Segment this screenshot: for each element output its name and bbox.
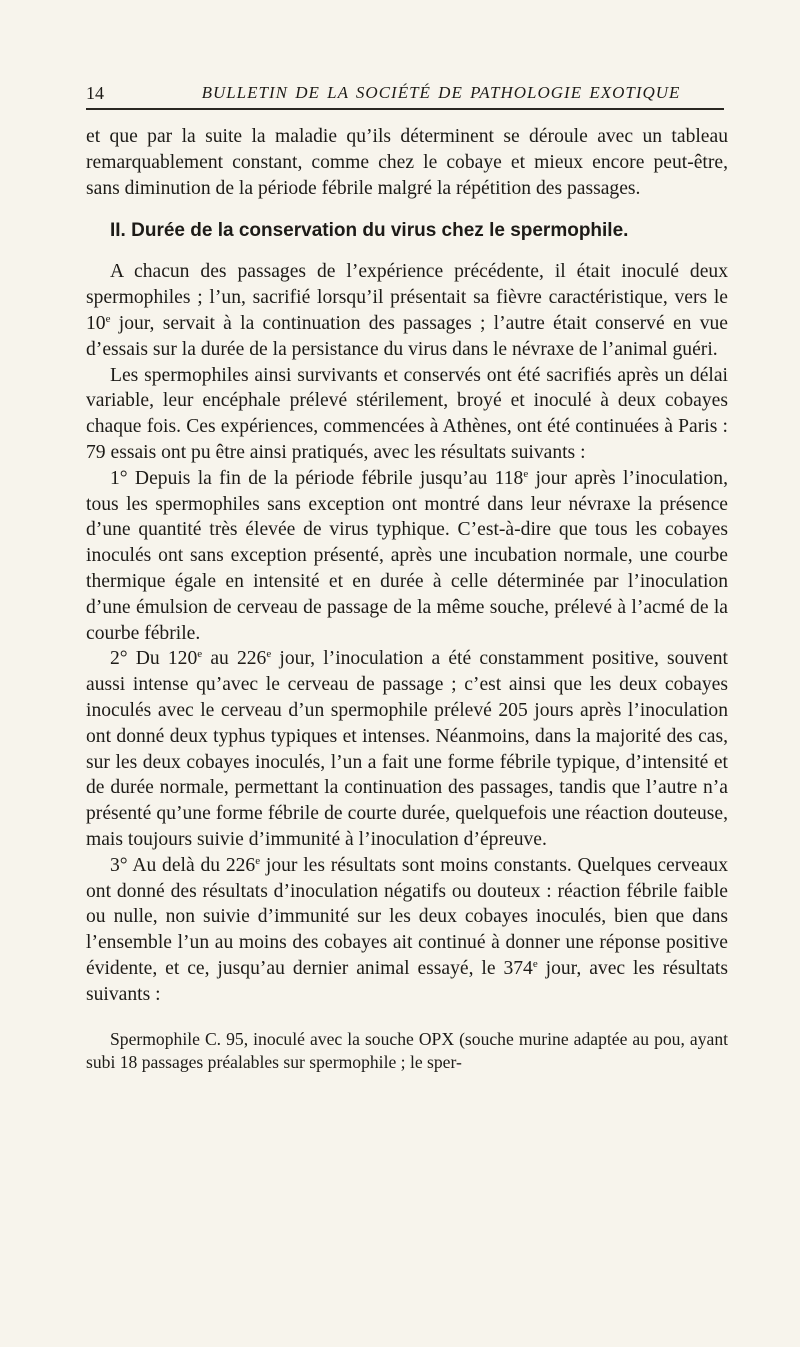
page-number: 14 <box>86 83 104 103</box>
paragraph: 2° Du 120e au 226e jour, l’inoculation a été constamment positive, souvent aussi intense qu’avec le cerveau de passage ; c’est ainsi que les deux cobayes inoculés avec le cerveau d’un spermophile prélevé 205 jours après l’inoculation ont donné deux typhus typiques et intenses. Néanmoins, dans la majorité des cas, sur les deux cobayes inoculés, l’un a fait une forme fébrile typique, d’intensité et de durée normale, permettant la continuation des passages, tandis que l’autre n’a présenté qu’une forme fébrile de courte durée, quelquefois une réaction douteuse, mais toujours suivie d’immunité à l’inoculation d’épreuve. <box>86 648 728 850</box>
paragraph: A chacun des passages de l’expérience précédente, il était inoculé deux spermophiles ; l’un, sacrifié lorsqu’il présentait sa fièvre caractéristique, vers le 10e jour, servait à la continuation des passages ; l’autre était conservé en vue d’essais sur la durée de la persistance du virus dans le névraxe de l’animal guéri. <box>86 261 728 360</box>
header-rule <box>86 108 724 110</box>
body-text <box>86 124 728 1074</box>
paragraph: et que par la suite la maladie qu’ils déterminent se déroule avec un tableau remarquablement constant, comme chez le cobaye et mieux encore peut-être, sans diminution de la période fébrile malgré la répétition des passages. <box>86 126 728 199</box>
paragraph: 3° Au delà du 226e jour les résultats sont moins constants. Quelques cerveaux ont donné des résultats d’inoculation négatifs ou douteux : réaction fébrile faible ou nulle, non suivie d’immunité sur les deux cobayes inoculés, bien que dans l’ensemble l’un au moins des cobayes ait continué à donner une réponse positive évidente, et ce, jusqu’au dernier animal essayé, le 374e jour, avec les résultats suivants : <box>86 854 729 1005</box>
page-header <box>86 80 726 110</box>
paragraph: Les spermophiles ainsi survivants et conservés ont été sacrifiés après un délai variable, leur encéphale prélevé stérilement, broyé et inoculé à deux cobayes chaque fois. Ces expériences, commencées à Athènes, ont été continuées à Paris : 79 essais ont pu être ainsi pratiqués, avec les résultats suivants : <box>86 364 728 463</box>
paragraph: 1° Depuis la fin de la période fébrile jusqu’au 118e jour après l’inoculation, tous les spermophiles sans exception ont montré dans leur névraxe la présence d’une quantité très élevée de virus typhique. C’est-à-dire que tous les cobayes inoculés ont sans exception présenté, après une incubation normale, une courbe thermique égale en intensité et en durée à celle déterminée par l’inoculation d’une émulsion de cerveau de passage de la même souche, prélevé à l’acmé de la courbe fébrile. <box>86 467 728 644</box>
section-heading: II. Durée de la conservation du virus chez le spermophile. <box>110 220 629 242</box>
paragraph-small: Spermophile C. 95, inoculé avec la souche OPX (souche murine adaptée au pou, ayant subi 18 passages préalables sur spermophile ; le sper- <box>86 1028 728 1072</box>
running-title: BULLETIN DE LA SOCIÉTÉ DE PATHOLOGIE EXOTIQUE <box>201 83 681 102</box>
